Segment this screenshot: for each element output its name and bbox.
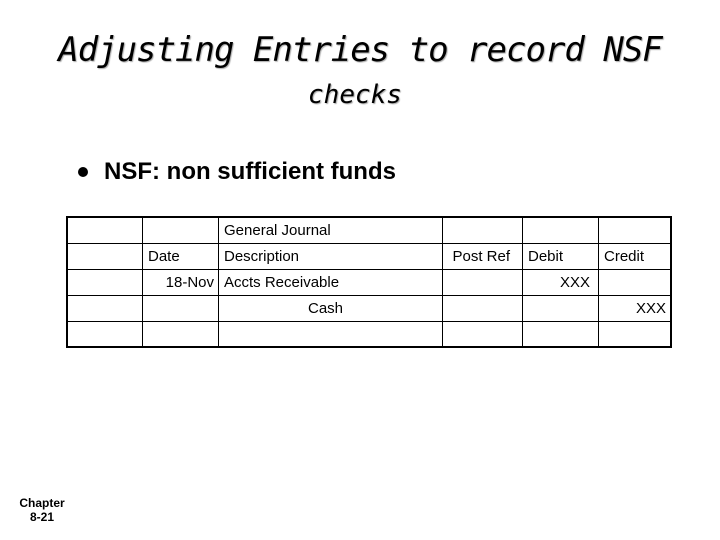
column-divider	[142, 218, 143, 346]
column-divider	[522, 218, 523, 346]
row-divider	[68, 295, 670, 296]
row2-description: Cash	[308, 300, 344, 317]
header-description: Description	[224, 248, 300, 265]
row1-date: 18-Nov	[165, 274, 214, 291]
column-divider	[442, 218, 443, 346]
row-divider	[68, 269, 670, 270]
bullet-text: NSF: non sufficient funds	[104, 158, 396, 185]
row-divider	[68, 243, 670, 244]
column-divider	[218, 218, 219, 346]
bullet-point	[78, 158, 396, 186]
column-divider	[598, 218, 599, 346]
footer-chapter-label: Chapter	[19, 496, 65, 510]
header-debit: Debit	[528, 248, 564, 265]
row1-description: Accts Receivable	[224, 274, 340, 291]
journal-heading: General Journal	[224, 222, 331, 239]
general-journal-table	[66, 216, 672, 348]
slide-subtitle: checks	[308, 80, 402, 110]
footer-page-number: 8-21	[29, 510, 55, 524]
slide-title: Adjusting Entries to record NSF	[58, 30, 662, 70]
bullet-dot-icon	[78, 167, 88, 177]
row-divider	[68, 321, 670, 322]
row2-credit: XXX	[635, 300, 666, 317]
header-credit: Credit	[604, 248, 645, 265]
chapter-footer	[10, 496, 74, 524]
header-post-ref: Post Ref	[452, 248, 510, 265]
header-date: Date	[148, 248, 180, 265]
row1-debit: XXX	[559, 274, 590, 291]
